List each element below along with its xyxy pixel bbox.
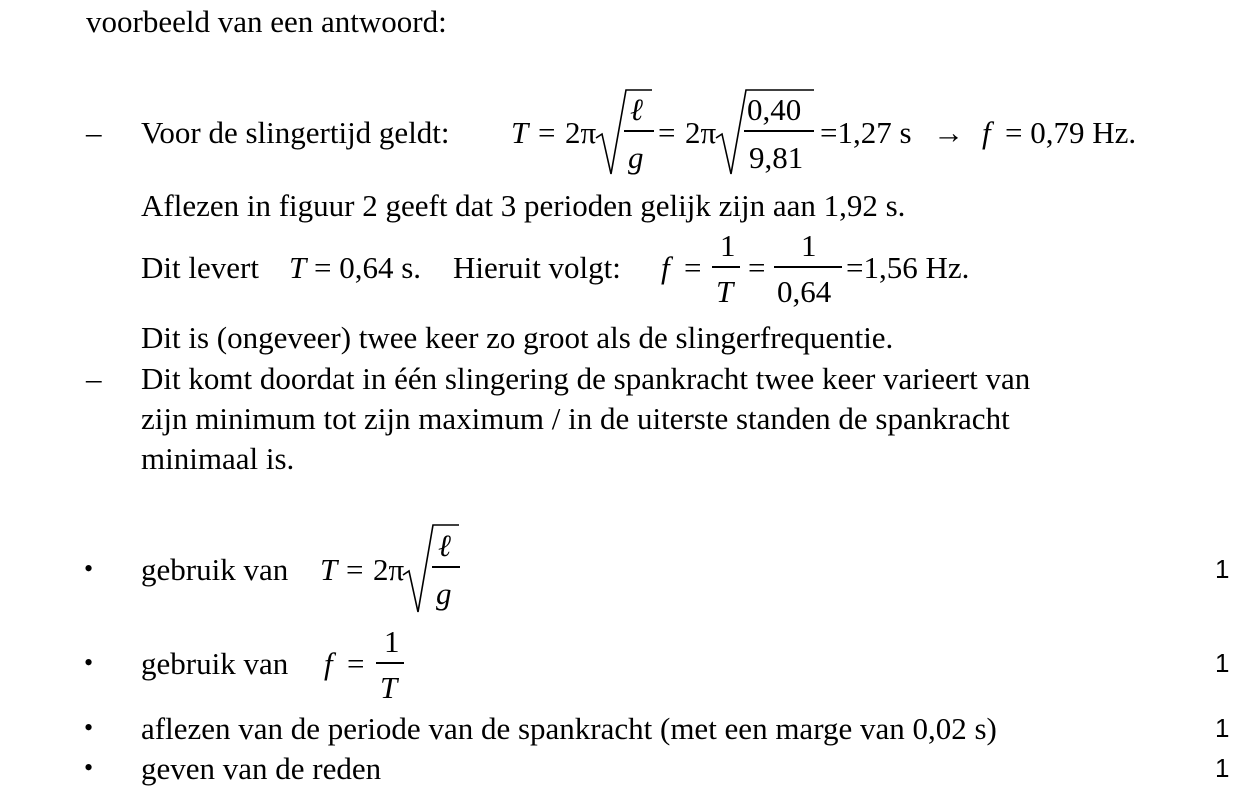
math-f: f xyxy=(982,115,991,150)
scoring-item-3-text: aflezen van de periode van de spankracht (met een marge van 0,02 s) xyxy=(141,711,997,746)
fraction-bar xyxy=(432,566,460,568)
math-one: 1 xyxy=(384,624,400,659)
math-denominator: 0,64 xyxy=(777,274,832,309)
fraction-bar xyxy=(376,662,404,664)
math-equals: = xyxy=(346,552,364,587)
math-equals: = xyxy=(538,115,556,150)
answer-line-4: Dit is (ongeveer) twee keer zo groot als de slingerfrequentie. xyxy=(141,320,894,355)
math-equals: = xyxy=(748,250,766,285)
answer-line-1-prefix: Voor de slingertijd geldt: xyxy=(141,115,450,150)
bullet-marker: • xyxy=(84,753,94,782)
answer-line-2: Aflezen in figuur 2 geeft dat 3 perioden gelijk zijn aan 1,92 s. xyxy=(141,188,906,223)
math-T: T xyxy=(716,274,734,309)
arrow-icon: → xyxy=(933,115,964,150)
fraction-bar xyxy=(624,130,654,132)
scoring-item-1-prefix: gebruik van xyxy=(141,552,289,587)
math-two-pi: 2π xyxy=(373,552,405,587)
math-T: T xyxy=(380,670,398,705)
fraction-bar xyxy=(774,266,842,268)
math-T: T xyxy=(320,552,338,587)
math-equals: = xyxy=(347,646,365,681)
math-g: g xyxy=(628,140,644,175)
math-numerator: 0,40 xyxy=(747,92,802,127)
math-two-pi: 2π xyxy=(565,115,597,150)
sqrt-symbol xyxy=(403,523,463,615)
answer-line-3-prefix: Dit levert xyxy=(141,250,259,285)
math-equals: = xyxy=(684,250,702,285)
dash-marker: – xyxy=(86,361,102,396)
math-equals: = xyxy=(658,115,676,150)
math-denominator: 9,81 xyxy=(749,140,804,175)
scoring-item-2-prefix: gebruik van xyxy=(141,646,289,681)
math-T: T xyxy=(289,250,307,285)
math-f: f xyxy=(324,646,333,681)
scoring-item-4-text: geven van de reden xyxy=(141,751,382,786)
math-one: 1 xyxy=(801,228,817,263)
answer-line-3-mid: Hieruit volgt: xyxy=(453,250,621,285)
bullet-marker: • xyxy=(84,713,94,742)
dash-marker: – xyxy=(86,115,102,150)
math-g: g xyxy=(436,576,452,611)
answer-line-6: zijn minimum tot zijn maximum / in de uiterste standen de spankracht xyxy=(141,401,1010,436)
math-one: 1 xyxy=(720,228,736,263)
math-T: T xyxy=(511,115,529,150)
math-two-pi: 2π xyxy=(685,115,717,150)
score-points: 1 xyxy=(1215,753,1230,783)
math-ell: ℓ xyxy=(438,528,451,563)
fraction-bar xyxy=(744,130,814,132)
score-points: 1 xyxy=(1215,554,1230,584)
answer-line-5: Dit komt doordat in één slingering de spankracht twee keer varieert van xyxy=(141,361,1031,396)
math-ell: ℓ xyxy=(630,92,643,127)
math-f: f xyxy=(661,250,670,285)
bullet-marker: • xyxy=(84,554,94,583)
score-points: 1 xyxy=(1215,648,1230,678)
bullet-marker: • xyxy=(84,648,94,677)
sqrt-symbol xyxy=(596,88,656,178)
math-result: =1,27 s xyxy=(820,115,912,150)
score-points: 1 xyxy=(1215,713,1230,743)
math-f-value: = 0,79 Hz. xyxy=(1005,115,1137,150)
math-result: =1,56 Hz. xyxy=(846,250,970,285)
math-T-value: = 0,64 s. xyxy=(314,250,422,285)
answer-line-7: minimaal is. xyxy=(141,441,295,476)
fraction-bar xyxy=(712,266,740,268)
intro-heading: voorbeeld van een antwoord: xyxy=(86,4,447,39)
